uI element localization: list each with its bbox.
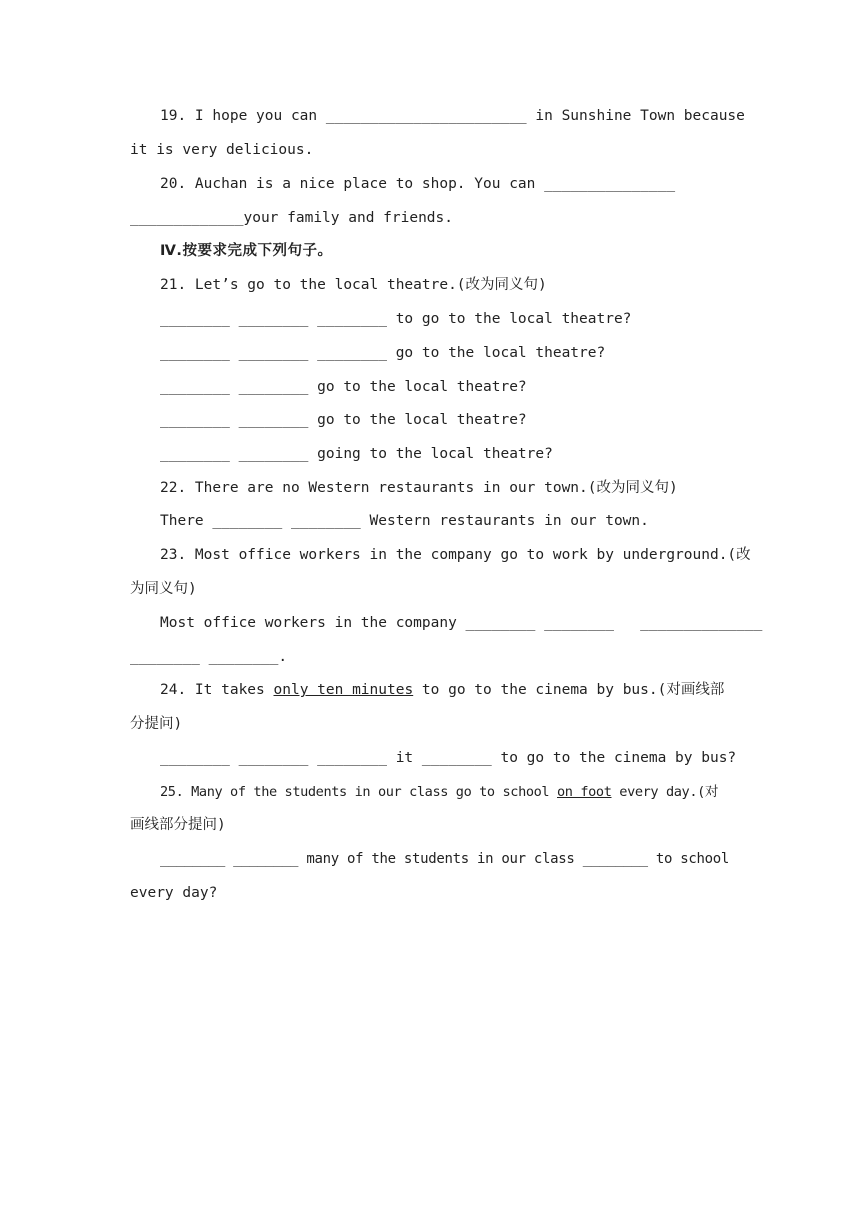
q25-underlined-phrase: on foot	[557, 784, 612, 800]
q24-answer: ________ ________ ________ it ________ to go to the cinema by bus?	[160, 750, 737, 766]
q24-prompt-pre: 24. It takes	[160, 682, 274, 698]
q24-prompt-line1	[0, 676, 860, 704]
q24-underlined-phrase: only ten minutes	[273, 682, 414, 698]
q25-prompt-line2: 画线部分提问)	[130, 817, 226, 833]
q19-line2: it is very delicious.	[130, 142, 314, 158]
q21-prompt: 21. Let’s go to the local theatre.(改为同义句)	[160, 277, 547, 293]
q20-line2: _____________your family and friends.	[130, 210, 454, 226]
q21-answer-1: ________ ________ ________ to go to the local theatre?	[160, 311, 632, 327]
q25-prompt-line1	[0, 778, 860, 806]
q25-prompt-post: every day.(对	[611, 784, 719, 800]
q25-prompt-pre: 25. Many of the students in our class go to school	[160, 784, 557, 800]
q24-prompt-post: to go to the cinema by bus.(对画线部	[413, 682, 725, 698]
q24-prompt-line2: 分提问)	[130, 716, 183, 732]
q21-answer-5: ________ ________ going to the local theatre?	[160, 446, 553, 462]
q22-prompt: 22. There are no Western restaurants in our town.(改为同义句)	[160, 480, 678, 496]
section-heading: Ⅳ.按要求完成下列句子。	[160, 243, 333, 259]
q25-answer-line1: ________ ________ many of the students in our class ________ to school	[160, 851, 730, 867]
q21-answer-3: ________ ________ go to the local theatre?	[160, 379, 527, 395]
q23-answer-line1: Most office workers in the company ________ ________ ______________	[160, 615, 763, 631]
q23-prompt-line2: 为同义句)	[130, 581, 197, 597]
q20-line1: 20. Auchan is a nice place to shop. You can _______________	[160, 176, 676, 192]
q22-answer: There ________ ________ Western restaurants in our town.	[160, 513, 649, 529]
q23-prompt-line1: 23. Most office workers in the company go to work by underground.(改	[160, 547, 751, 563]
q21-answer-4: ________ ________ go to the local theatre?	[160, 412, 527, 428]
q21-answer-2: ________ ________ ________ go to the local theatre?	[160, 345, 606, 361]
q25-answer-line2: every day?	[130, 885, 218, 901]
q19-line1: 19. I hope you can _______________________ in Sunshine Town because	[160, 108, 745, 124]
q23-answer-line2: ________ ________.	[130, 649, 288, 665]
